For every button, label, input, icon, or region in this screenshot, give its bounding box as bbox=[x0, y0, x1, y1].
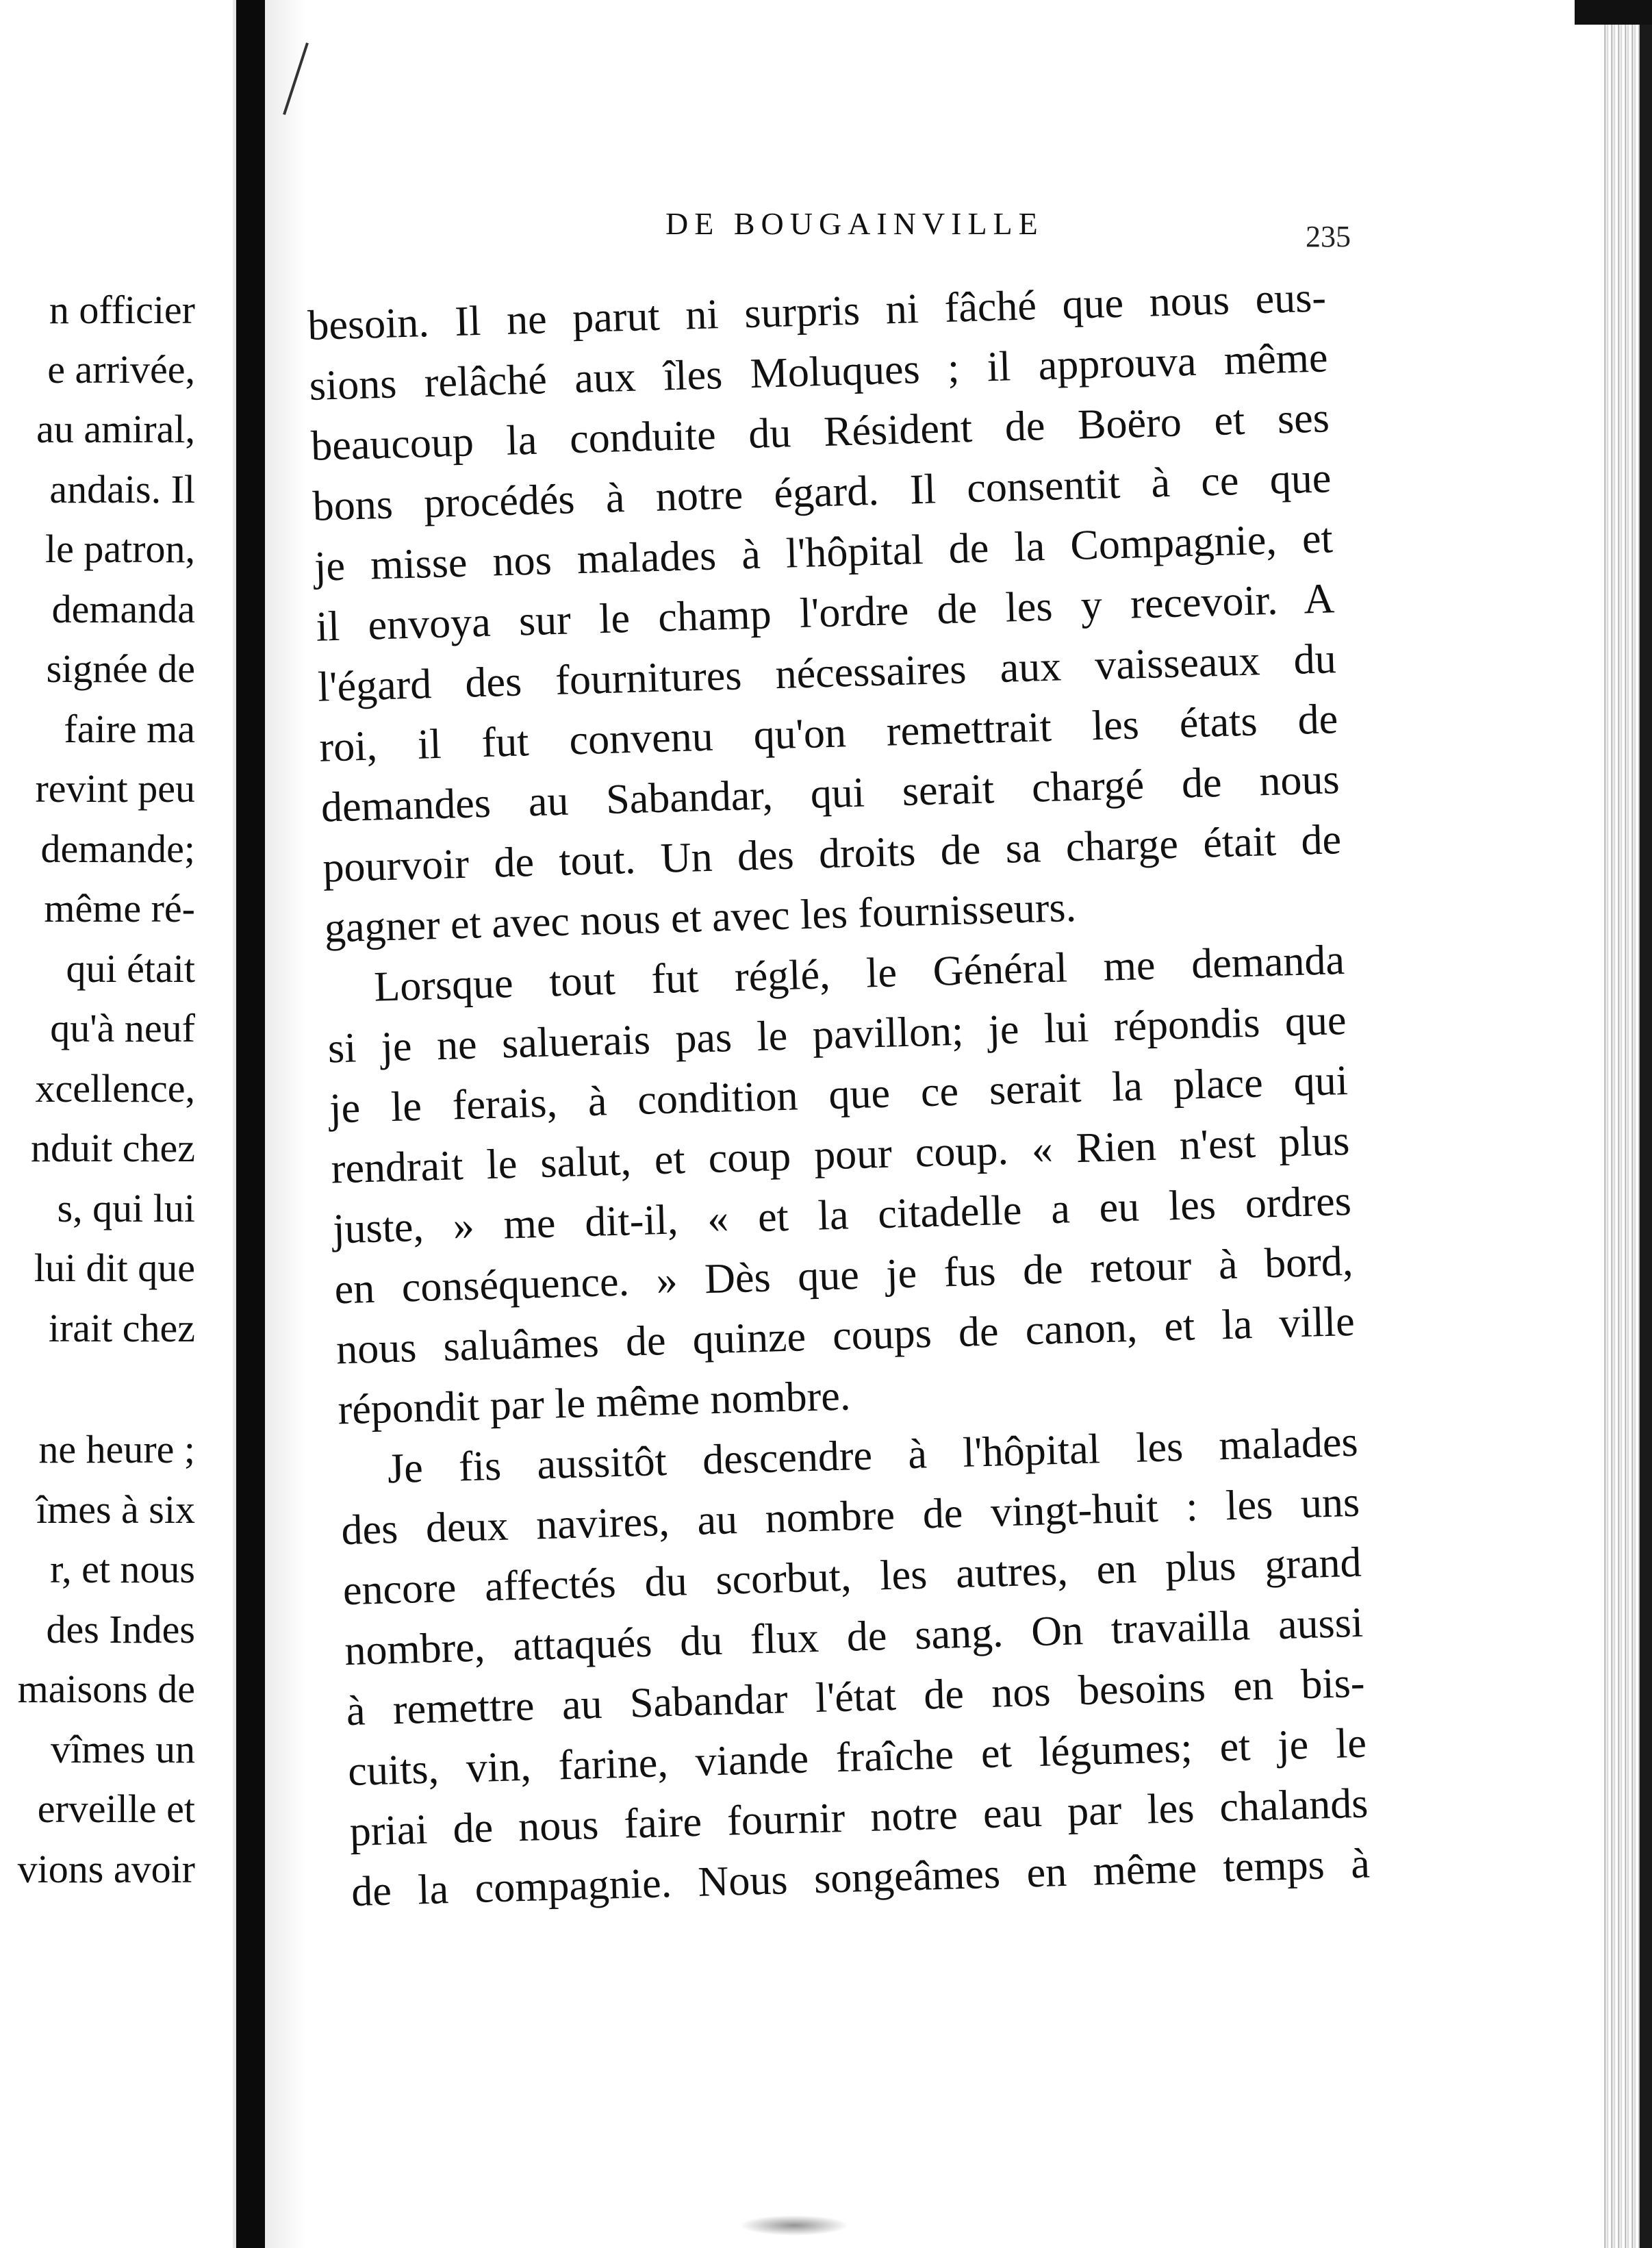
left-page-line: qu'à neuf bbox=[50, 1006, 195, 1050]
text-line: beaucoup la conduite du Résident de Boëro et ses bbox=[310, 394, 1330, 470]
left-page-line: même ré- bbox=[44, 886, 195, 931]
text-line: si je ne saluerais pas le pavillon; je lui répondis que bbox=[327, 997, 1347, 1072]
book-edge-shadow bbox=[1640, 0, 1652, 2248]
left-page-line: des Indes bbox=[46, 1607, 195, 1652]
text-line: sions relâché aux îles Moluques ; il approuva même bbox=[308, 334, 1329, 409]
text-line: demandes au Sabandar, qui serait chargé de nous bbox=[320, 756, 1340, 831]
text-line: à remettre au Sabandar l'état de nos besoins en bis- bbox=[345, 1659, 1366, 1735]
left-page-line: demande; bbox=[40, 826, 195, 871]
body-text bbox=[306, 230, 1602, 2047]
left-page-line: le patron, bbox=[45, 527, 195, 571]
text-line: je le ferais, à condition que ce serait la place qui bbox=[329, 1057, 1349, 1133]
text-line: il envoya sur le champ l'ordre de les y recevoir. A bbox=[315, 575, 1336, 651]
left-page-line: au amiral, bbox=[36, 407, 195, 451]
text-line: cuits, vin, farine, viande fraîche et légumes; et je le bbox=[347, 1719, 1367, 1795]
text-line: l'égard des fournitures nécessaires aux vaisseaux du bbox=[317, 635, 1337, 711]
left-page-line: nduit chez bbox=[31, 1126, 195, 1170]
left-page-line: qui était bbox=[66, 946, 195, 991]
left-page-line: vions avoir bbox=[17, 1847, 195, 1891]
book-corner-shadow bbox=[1575, 0, 1652, 25]
text-line: nombre, attaqués du flux de sang. On travailla aussi bbox=[344, 1599, 1364, 1675]
left-page-fragment bbox=[0, 0, 233, 2248]
text-line: en conséquence. » Dès que je fus de retour à bord, bbox=[333, 1237, 1354, 1313]
left-page-line: signée de bbox=[46, 646, 195, 691]
text-line: de la compagnie. Nous songeâmes en même temps à bbox=[351, 1840, 1371, 1916]
left-page-line: revint peu bbox=[35, 766, 195, 811]
text-line: rendrait le salut, et coup pour coup. « Rien n'est plus bbox=[330, 1117, 1351, 1193]
left-page-line: irait chez bbox=[48, 1306, 195, 1350]
left-page-line: xcellence, bbox=[35, 1066, 195, 1111]
right-page bbox=[265, 0, 1602, 2248]
left-page-line: maisons de bbox=[17, 1667, 195, 1711]
text-line: Je fis aussitôt descendre à l'hôpital les malades bbox=[387, 1418, 1359, 1493]
left-page-line: lui dit que bbox=[34, 1246, 195, 1290]
scan-smudge bbox=[739, 2215, 849, 2236]
text-line: bons procédés à notre égard. Il consentit à ce que bbox=[312, 455, 1332, 530]
text-line: juste, » me dit-il, « et la citadelle a eu les ordres bbox=[332, 1177, 1352, 1253]
left-page-line: e arrivée, bbox=[47, 347, 195, 392]
left-page-line: andais. Il bbox=[49, 467, 195, 512]
left-page-line: faire ma bbox=[64, 707, 195, 751]
left-page-line: s, qui lui bbox=[57, 1186, 195, 1230]
text-line: je misse nos malades à l'hôpital de la Compagnie, et bbox=[314, 515, 1334, 590]
text-line: pourvoir de tout. Un des droits de sa charge était de bbox=[322, 816, 1342, 892]
running-head: DE BOUGAINVILLE bbox=[665, 206, 1044, 241]
left-page-line: demanda bbox=[51, 587, 195, 631]
text-line: encore affectés du scorbut, les autres, en plus grand bbox=[342, 1539, 1362, 1615]
text-line: des deux navires, au nombre de vingt-huit : les uns bbox=[340, 1478, 1360, 1554]
book-gutter bbox=[236, 0, 265, 2248]
left-page-line: îmes à six bbox=[36, 1487, 195, 1532]
text-line: répondit par le même nombre. bbox=[337, 1372, 852, 1434]
text-line: nous saluâmes de quinze coups de canon, et la ville bbox=[335, 1298, 1356, 1374]
left-page-line: n officier bbox=[49, 288, 195, 332]
left-page-line: r, et nous bbox=[50, 1547, 195, 1591]
page-number: 235 bbox=[1306, 220, 1351, 253]
text-line: roi, il fut convenu qu'on remettrait les états de bbox=[318, 696, 1338, 771]
left-page-line: ne heure ; bbox=[38, 1427, 195, 1472]
page-curl-shade bbox=[265, 0, 306, 2248]
text-line: priai de nous faire fournir notre eau par les chalands bbox=[348, 1780, 1369, 1856]
text-line: Lorsque tout fut réglé, le Général me demanda bbox=[373, 937, 1345, 1011]
text-line: gagner et avec nous et avec les fournisseurs. bbox=[324, 883, 1077, 952]
text-line: besoin. Il ne parut ni surpris ni fâché que nous eus- bbox=[307, 274, 1327, 349]
left-page-line: erveille et bbox=[37, 1786, 195, 1831]
left-page-line: vîmes un bbox=[50, 1727, 195, 1771]
